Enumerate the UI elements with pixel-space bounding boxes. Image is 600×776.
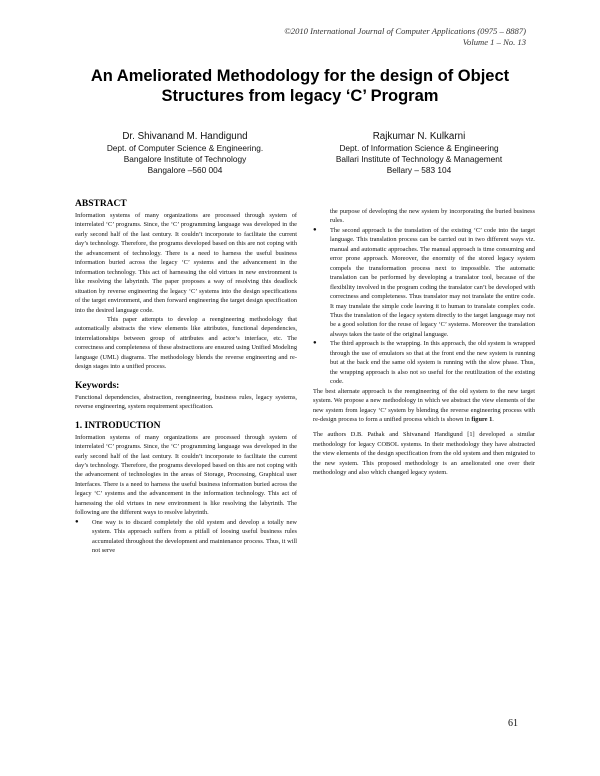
- left-column: [75, 198, 297, 556]
- keywords-heading: Keywords:: [75, 380, 120, 391]
- introduction-paragraph-2: [313, 387, 535, 425]
- page-number: 61: [508, 718, 518, 729]
- author-location: Bangalore –560 004: [147, 165, 223, 175]
- figure-reference: figure 1: [471, 415, 493, 423]
- paper-title: [40, 66, 560, 106]
- author-name: Dr. Shivanand M. Handigund: [122, 131, 248, 142]
- introduction-heading: 1. INTRODUCTION: [75, 420, 161, 431]
- list-item: [313, 226, 535, 339]
- bullet-icon: ●: [75, 518, 79, 525]
- introduction-paragraph-1: Information systems of many organizations are processed through system of interrelated ‘C’ programs. Since, the ‘C’ programming language was developed in the early second half of the last century. It couldn’t incorporate to facilitate the current day’s technology. Therefore, the programs developed based on this are not coping with the advancement of technologies in the areas of Storage, Processing, Graphical user Interfaces. There is a need to harness the useful business information buried across the legacy ‘C’ systems and the advancement in the information technology. This act of harnessing the old virtues in new environment is like resolving the labyrinth. The following are the different ways to resolve labyrinth.: [75, 433, 297, 517]
- title-line-2: Structures from legacy ‘C’ Program: [161, 87, 439, 105]
- abstract-paragraph-2: This paper attempts to develop a reengineering methodology that automatically abstracts the view elements like attributes, functional dependencies, interrelationships between group of attributes and actor’s interface, etc. The correctness and completeness of these abstractions are ensured using Unified Modeling language (UML) diagrams. The methodology blends the reverse engineering and re-design stages into a unified process.: [75, 315, 297, 371]
- list-item: [75, 518, 297, 556]
- author-location: Bellary – 583 104: [386, 165, 452, 175]
- author-institute: Ballari Institute of Technology & Management: [335, 154, 503, 164]
- journal-citation: ©2010 International Journal of Computer Applications (0975 – 8887): [284, 26, 526, 36]
- paragraph-text: The best alternate approach is the reengineering of the old system to the new target system. We propose a new methodology in which we abstract the view elements of the new system from legacy ‘C’ system by blending the reverse engineering process with re-design process to form a unified process which is shown in: [313, 387, 535, 423]
- title-line-1: An Ameliorated Methodology for the design of Object: [90, 67, 510, 85]
- author-institute: Bangalore Institute of Technology: [123, 154, 247, 164]
- author-department: Dept. of Information Science & Engineering: [339, 143, 499, 153]
- list-item: [313, 339, 535, 386]
- author-block-2: [300, 130, 538, 176]
- author-block-1: [70, 130, 300, 176]
- keywords-text: Functional dependencies, abstraction, reengineering, business rules, legacy systems, reverse engineering, system requirement specification.: [75, 393, 297, 411]
- bullet-icon: ●: [313, 226, 317, 233]
- author-name: Rajkumar N. Kulkarni: [372, 131, 466, 142]
- right-column: [313, 207, 535, 478]
- approach-list-continued: [313, 226, 535, 387]
- author-department: Dept. of Computer Science & Engineering.: [106, 143, 264, 153]
- journal-header: [284, 26, 526, 47]
- bullet-text: The second approach is the translation of the existing ‘C’ code into the target language. This translation process can be carried out in two different ways viz. manual and automatic approaches. The manual approach is time consuming and error prone approach. Moreover, the enormity of the stored legacy system compels the transformation process next to impossible. The automatic translation can be performed by developing a translator tool, because of the flexibility involved in the program coding the translator can’t be developed with correctness and completeness. Thus translator may not translate the entire code. It may translate the simple code leaving it to human to translate complex code. Thus the translation of the legacy system directly to the target language may not be a good solution for the reuse of legacy ‘C’ systems. Moreover the translation always takes the taste of the original language.: [330, 226, 535, 338]
- bullet-icon: ●: [313, 340, 317, 347]
- abstract-heading: ABSTRACT: [75, 199, 127, 209]
- introduction-paragraph-3: The authors D.B. Pathak and Shivanand Handigund [1] developed a similar methodology for legacy COBOL systems. In their methodology they have abstracted the view elements of the design specification from the old system and then migrated to the new system. This proposed methodology is an ameliorated one over their methodology and also which changed legacy system.: [313, 431, 535, 477]
- paragraph-end: .: [492, 415, 494, 423]
- bullet-text: One way is to discard completely the old system and develop a totally new system. This approach suffers from a pitfall of loosing useful business rules accumulated throughout the development and maintenance process. Thus, it will not serve: [92, 518, 297, 555]
- journal-volume: Volume 1 – No. 13: [462, 36, 526, 47]
- bullet-continuation: the purpose of developing the new system by incorporating the buried business rules.: [330, 208, 535, 225]
- approach-list: [75, 518, 297, 556]
- abstract-paragraph-1: Information systems of many organizations are processed through system of interrelated ‘C’ programs. Since, the ‘C’ programming language was developed in the early second half of the last century. It couldn’t incorporate to facilitate the current day’s technology. Therefore, the programs developed based on this are not coping with the advancement of technology. There is a need to harness the useful business information buried across the legacy ‘C’ systems and the advancement in the information technology. This act of harnessing the old virtues in new environment is like resolving the labyrinth. The paper proposes a way of resolving this deadlock situation by reverse engineering the legacy ‘C’ systems into the design specifications of the target environment, and then forward engineering the target design specification into the desired language code.: [75, 212, 297, 314]
- bullet-text: The third approach is the wrapping. In this approach, the old system is wrapped through the use of emulators so that at the front end the new system is running but at the back end the same old system is running with the slow phase. Thus, the wrapping approach is also not so useful for the reutilization of the existing code.: [330, 340, 535, 386]
